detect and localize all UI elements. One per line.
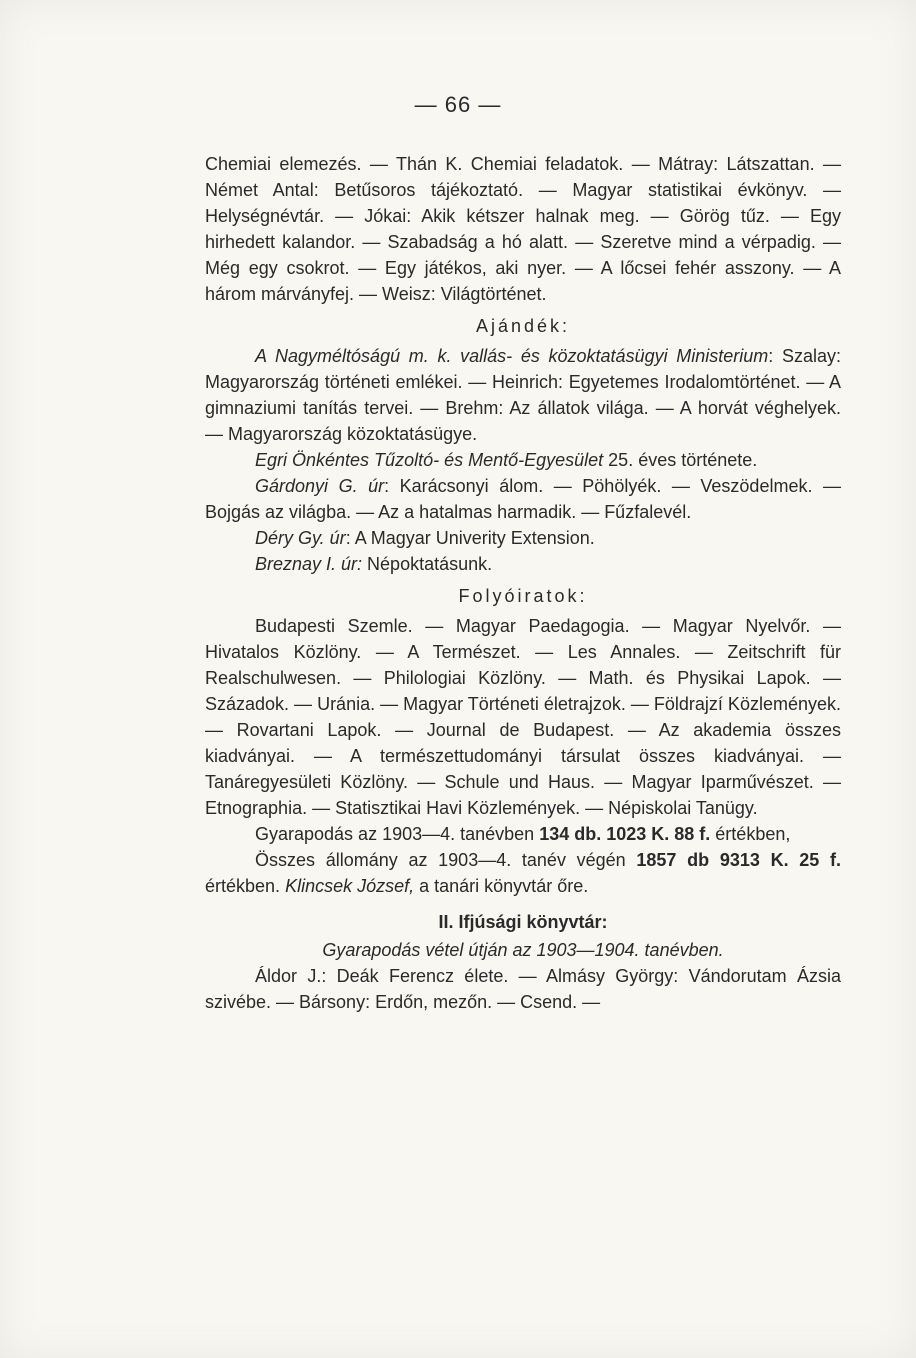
italic-gardonyi: Gárdonyi G. úr [255, 476, 385, 496]
text-egri-rest: 25. éves története. [603, 450, 758, 470]
text-osszes-c: értékben. [205, 876, 286, 896]
paragraph-aldor: Áldor J.: Deák Ferencz élete. — Almásy György: Vándorutam Ázsia szivébe. — Bársony: Erdőn, mezőn. — Csend. — [205, 966, 841, 1012]
italic-dery: Déry Gy. úr [255, 528, 346, 548]
text-osszes-a: Összes állomány az 1903—4. tanév végén [255, 850, 637, 870]
text-breznay-rest: Népoktatásunk. [362, 554, 493, 574]
paragraph-osszes [205, 847, 841, 899]
paragraph-egri [205, 447, 841, 473]
text-gyarapodas-c: értékben, [710, 824, 791, 844]
italic-klincsek: Klincsek József, [285, 876, 415, 896]
text-ministerium-rest: : Szalay: Magyarország történeti emlékei. — Heinrich: Egyetemes Irodalomtörténet. — A gimnaziumi tanítás tervei. — Brehm: Az állatok világa. — A horvát véghelyek. — Magyarország közoktatásügye. [205, 346, 842, 444]
bold-gyarapodas: 134 db. 1023 K. 88 f. [539, 824, 711, 844]
heading-ajandek: Ajándék: [475, 316, 571, 336]
italic-egri: Egri Önkéntes Tűzoltó- és Mentő-Egyesület [255, 450, 604, 470]
body-text [205, 151, 841, 1015]
italic-breznay: Breznay I. úr: [255, 554, 363, 574]
paragraph-chemiai: Chemiai elemezés. — Thán K. Chemiai feladatok. — Mátray: Látszattan. — Német Antal: Betűsoros tájékoztató. — Magyar statistikai évkönyv. — Helységnévtár. — Jókai: Akik kétszer halnak meg. — Görög tűz. — Egy hirhedett kalandor. — Szabadság a hó alatt. — Szeretve mind a vérpadig. — Még egy csokrot. — Egy játékos, aki nyer. — A lőcsei fehér asszony. — A három márványfej. — Weisz: Világtörténet. [205, 154, 841, 304]
text-osszes-e: a tanári könyvtár őre. [414, 876, 589, 896]
page-number: — 66 — [414, 92, 502, 117]
paragraph-ministerium [205, 343, 841, 447]
heading-folyoiratok: Folyóiratok: [458, 586, 588, 606]
paragraph-gardonyi [205, 473, 841, 525]
paragraph-breznay [205, 551, 841, 577]
heading-ifjusagi: II. Ifjúsági könyvtár: [438, 912, 608, 932]
italic-ministerium: A Nagyméltóságú m. k. vallás- és közoktatásügyi Ministerium [255, 346, 769, 366]
text-dery-rest: : A Magyar Univerity Extension. [345, 528, 595, 548]
subheading-gyarapodas: Gyarapodás vétel útján az 1903—1904. tanévben. [322, 940, 724, 960]
paragraph-folyoiratok: Budapesti Szemle. — Magyar Paedagogia. — Magyar Nyelvőr. — Hivatalos Közlöny. — A Természet. — Les Annales. — Zeitschrift für Realschulwesen. — Philologiai Közlöny. — Math. és Physikai Lapok. — Századok. — Uránia. — Magyar Történeti életrajzok. — Földrajzí Közlemények. — Rovartani Lapok. — Journal de Budapest. — Az akademia összes kiadványai. — A természettudományi társulat összes kiadványai. — Tanáregyesületi Közlöny. — Schule und Haus. — Magyar Iparművészet. — Etnographia. — Statisztikai Havi Közlemények. — Népiskolai Tanügy. [205, 616, 841, 818]
paragraph-dery [205, 525, 841, 551]
bold-osszes: 1857 db 9313 K. 25 f. [636, 850, 841, 870]
text-gyarapodas-a: Gyarapodás az 1903—4. tanévben [255, 824, 540, 844]
paragraph-gyarapodas [205, 821, 841, 847]
text-gardonyi-rest: : Karácsonyi álom. — Pöhölyék. — Veszödelmek. — Bojgás az világba. — Az a hatalmas harmadik. — Fűzfalevél. [205, 476, 841, 522]
